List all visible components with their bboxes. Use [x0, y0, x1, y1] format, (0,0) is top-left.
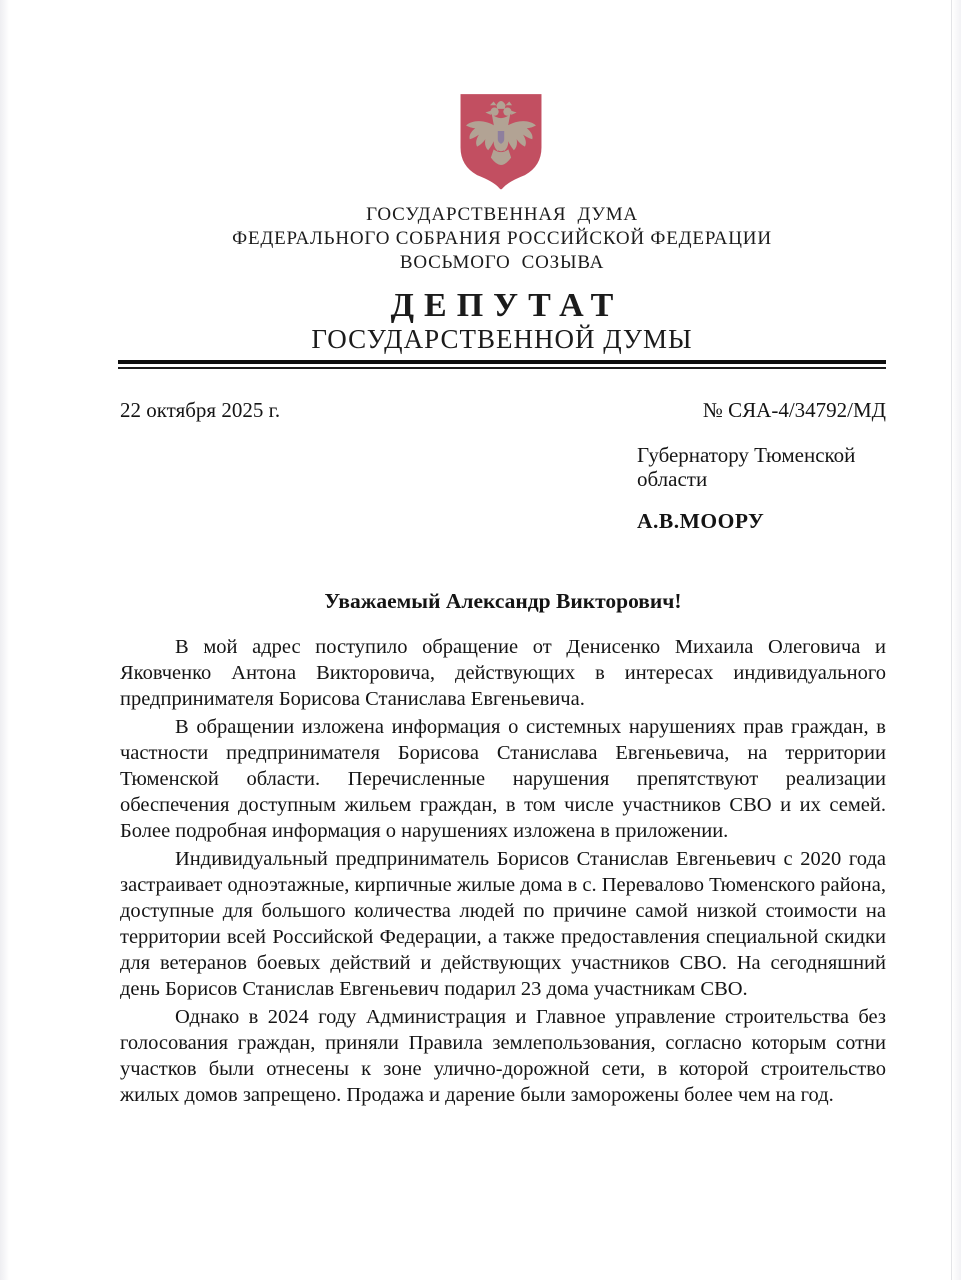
salutation: Уважаемый Александр Викторович! [324, 589, 682, 613]
recipient-title: Губернатору Тюменской области [637, 443, 856, 491]
paragraph-3: Индивидуальный предприниматель Борисов Станислав Евгеньевич с 2020 года застраивает одноэтажные, кирпичные жилые дома в с. Перевалово Тюменского района, доступные для большого количества людей по причине самой низкой стоимости на территории всей Российской Федерации, а также предоставления специальной скидки для ветеранов боевых действий и действующих участников СВО. На сегодняшний день Борисов Станислав Евгеньевич подарил 23 дома участникам СВО. [120, 848, 886, 1000]
org-name-line3: ВОСЬМОГО СОЗЫВА [399, 252, 605, 273]
deputy-subtitle: ГОСУДАРСТВЕННОЙ ДУМЫ [311, 324, 693, 354]
paragraph-1: В мой адрес поступило обращение от Денисенко Михаила Олеговича и Яковченко Антона Викторовича, действующих в интересах индивидуального предпринимателя Борисова Станислава Евгеньевича. [120, 636, 886, 710]
page-edge-left [0, 0, 9, 1280]
org-name-line2: ФЕДЕРАЛЬНОГО СОБРАНИЯ РОССИЙСКОЙ ФЕДЕРАЦИИ [232, 228, 772, 249]
recipient-name: А.В.МООРУ [637, 509, 765, 533]
paragraph-4: Однако в 2024 году Администрация и Главное управление строительства без голосования граждан, приняли Правила землепользования, согласно которым сотни участков были отнесены к зоне улично-дорожной сети, в которой строительство жилых домов запрещено. Продажа и дарение были заморожены более чем на год. [120, 1006, 886, 1106]
letter-date: 22 октября 2025 г. [120, 398, 281, 422]
page-edge-right [951, 0, 961, 1280]
org-name-line1: ГОСУДАРСТВЕННАЯ ДУМА [366, 204, 638, 225]
letterhead-divider [118, 360, 886, 369]
russia-coat-of-arms-icon [455, 90, 547, 194]
paragraph-2: В обращении изложена информация о системных нарушениях прав граждан, в частности предпринимателя Борисова Станислава Евгеньевича, на территории Тюменской области. Перечисленные нарушения препятствуют реализации обеспечения доступным жильем граждан, в том числе участников СВО и их семей. Более подробная информация о нарушениях изложена в приложении. [120, 716, 886, 842]
letterhead [98, 203, 906, 354]
meta-row [120, 397, 886, 423]
letter-number: № СЯА-4/34792/МД [702, 398, 886, 422]
recipient-block [637, 443, 889, 533]
deputy-title: ДЕПУТАТ [390, 287, 624, 324]
letter-body [120, 634, 886, 1110]
inner-shield [498, 131, 504, 144]
